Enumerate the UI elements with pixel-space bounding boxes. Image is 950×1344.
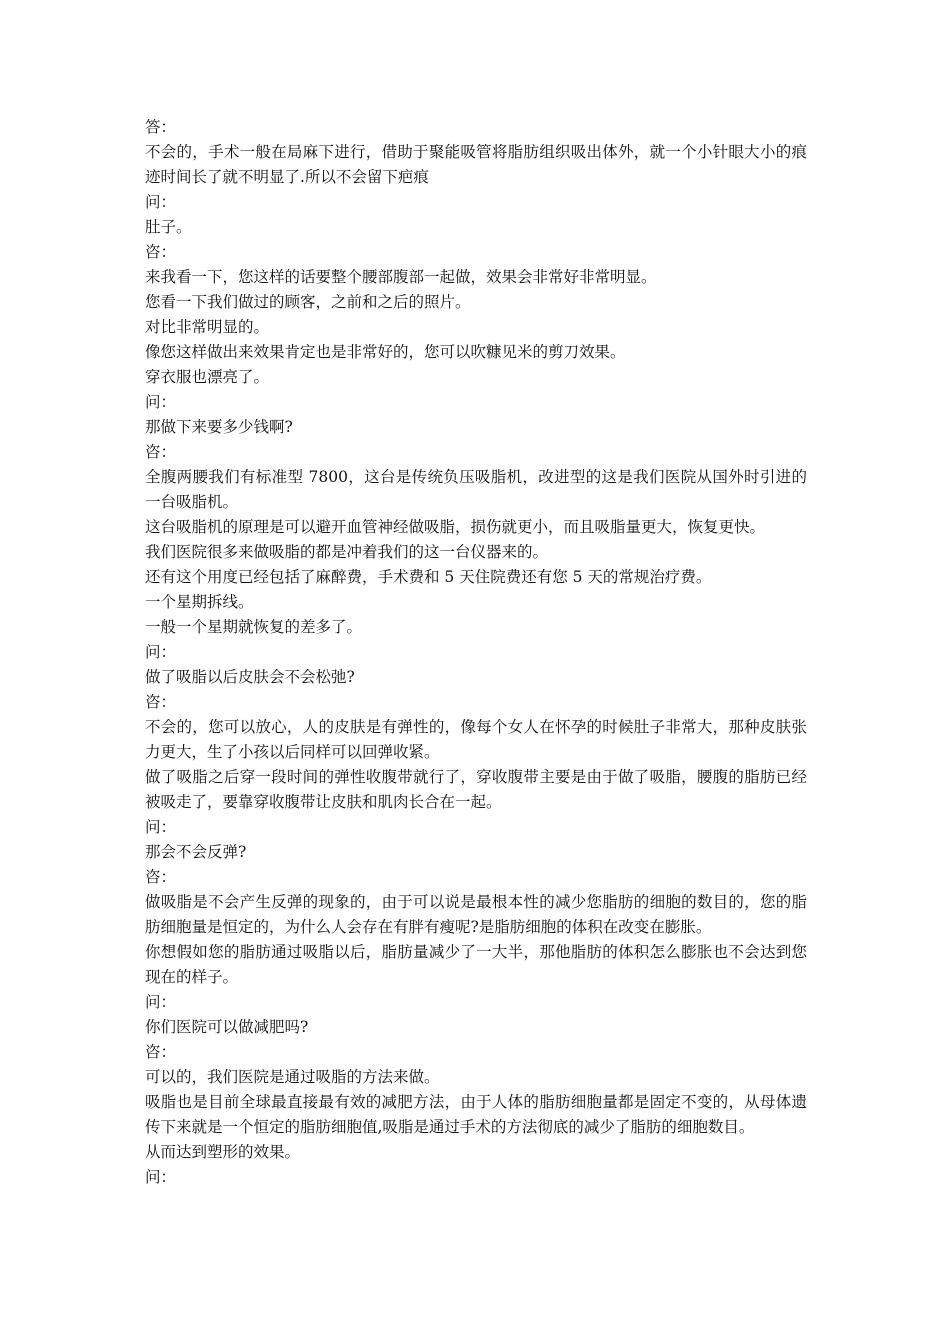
paragraph-answer-label: 咨： <box>145 443 177 461</box>
paragraph-question-label: 问： <box>145 1168 177 1186</box>
paragraph-question-label: 问： <box>145 193 177 211</box>
paragraph: 从而达到塑形的效果。 <box>145 1143 301 1161</box>
paragraph: 来我看一下，您这样的话要整个腰部腹部一起做，效果会非常好非常明显。 <box>145 268 657 286</box>
paragraph: 不会的，手术一般在局麻下进行，借助于聚能吸管将脂肪组织吸出体外，就一个小针眼大小的痕迹时间长了就不明显了.所以不会留下疤痕 <box>145 143 807 186</box>
paragraph-answer-label: 咨： <box>145 1043 177 1061</box>
paragraph: 全腹两腰我们有标准型 7800，这台是传统负压吸脂机，改进型的这是我们医院从国外时引进的一台吸脂机。 <box>145 468 807 511</box>
paragraph-answer-label: 咨： <box>145 693 177 711</box>
paragraph: 吸脂也是目前全球最直接最有效的减肥方法，由于人体的脂肪细胞量都是固定不变的，从母体遗传下来就是一个恒定的脂肪细胞值,吸脂是通过手术的方法彻底的减少了脂肪的细胞数目。 <box>145 1093 807 1136</box>
paragraph: 还有这个用度已经包括了麻醉费，手术费和 5 天住院费还有您 5 天的常规治疗费。 <box>145 568 712 586</box>
document-body <box>145 115 807 1190</box>
paragraph: 不会的，您可以放心，人的皮肤是有弹性的，像每个女人在怀孕的时候肚子非常大，那种皮肤张力更大，生了小孩以后同样可以回弹收紧。 <box>145 718 807 761</box>
paragraph: 我们医院很多来做吸脂的都是冲着我们的这一台仪器来的。 <box>145 543 549 561</box>
paragraph-answer-label: 咨： <box>145 868 177 886</box>
paragraph: 你想假如您的脂肪通过吸脂以后，脂肪量减少了一大半，那他脂肪的体积怎么膨胀也不会达到您现在的样子。 <box>145 943 807 986</box>
paragraph-question-label: 问： <box>145 993 177 1011</box>
paragraph: 做了吸脂以后皮肤会不会松弛? <box>145 668 355 686</box>
paragraph: 做了吸脂之后穿一段时间的弹性收腹带就行了，穿收腹带主要是由于做了吸脂，腰腹的脂肪已经被吸走了，要靠穿收腹带让皮肤和肌肉长合在一起。 <box>145 768 807 811</box>
paragraph: 那做下来要多少钱啊? <box>145 418 293 436</box>
paragraph: 可以的，我们医院是通过吸脂的方法来做。 <box>145 1068 440 1086</box>
paragraph: 对比非常明显的。 <box>145 318 270 336</box>
paragraph-question-label: 问： <box>145 643 177 661</box>
paragraph: 肚子。 <box>145 218 192 236</box>
paragraph: 穿衣服也漂亮了。 <box>145 368 270 386</box>
paragraph-answer-label: 答： <box>145 118 177 136</box>
paragraph: 你们医院可以做减肥吗? <box>145 1018 309 1036</box>
paragraph-answer-label: 咨： <box>145 243 177 261</box>
paragraph: 做吸脂是不会产生反弹的现象的，由于可以说是最根本性的减少您脂肪的细胞的数目的，您的脂肪细胞量是恒定的，为什么人会存在有胖有瘦呢?是脂肪细胞的体积在改变在膨胀。 <box>145 893 807 936</box>
paragraph: 您看一下我们做过的顾客，之前和之后的照片。 <box>145 293 471 311</box>
paragraph: 像您这样做出来效果肯定也是非常好的，您可以吹糠见米的剪刀效果。 <box>145 343 626 361</box>
paragraph: 一般一个星期就恢复的差多了。 <box>145 618 363 636</box>
paragraph-question-label: 问： <box>145 818 177 836</box>
paragraph: 一个星期拆线。 <box>145 593 254 611</box>
paragraph: 那会不会反弹? <box>145 843 247 861</box>
paragraph-question-label: 问： <box>145 393 177 411</box>
paragraph: 这台吸脂机的原理是可以避开血管神经做吸脂，损伤就更小，而且吸脂量更大，恢复更快。 <box>145 518 766 536</box>
